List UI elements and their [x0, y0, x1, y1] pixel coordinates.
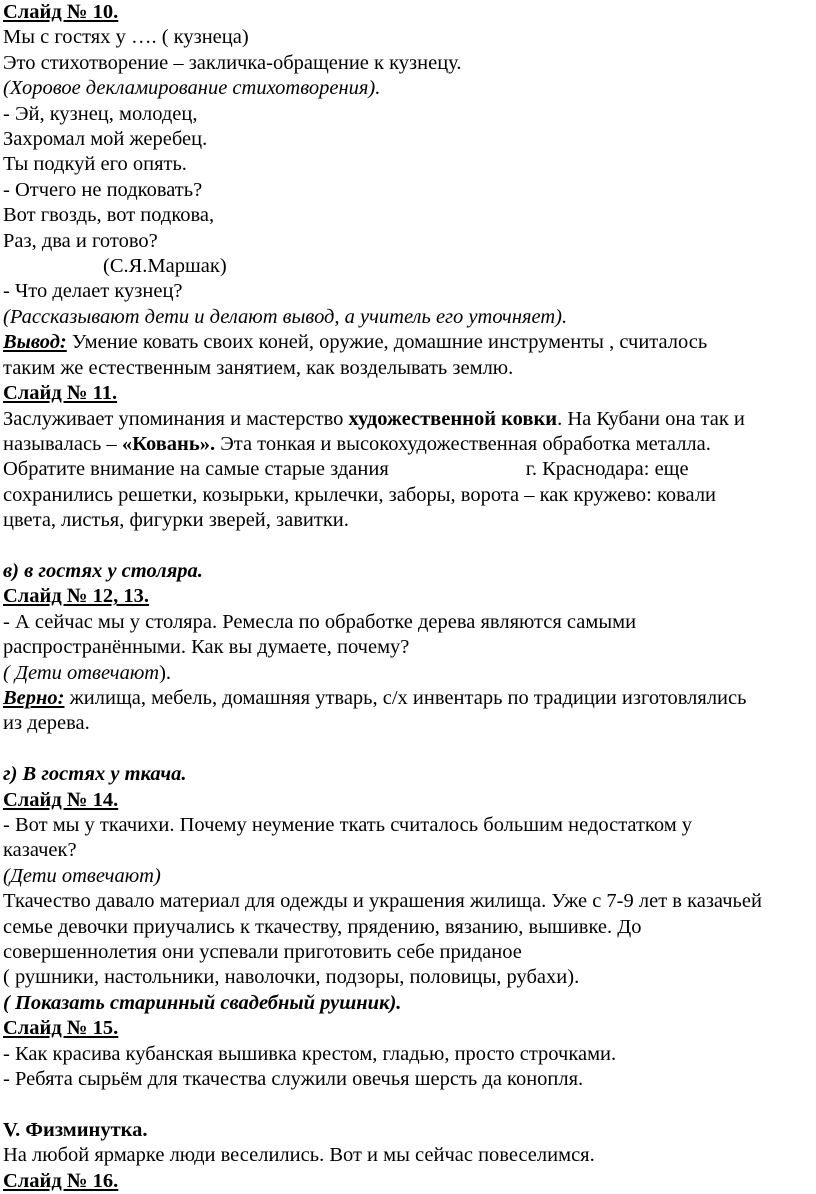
- s11-line-1-a: Заслуживает упоминания и мастерство: [3, 407, 349, 430]
- carpenter-line-3: [3, 661, 812, 686]
- poem-line-2: Захромал мой жеребец.: [3, 128, 208, 151]
- slide-10-heading: Слайд № 10.: [3, 1, 119, 23]
- right-label: Верно:: [3, 686, 65, 709]
- poem-line-1: - Эй, кузнец, молодец,: [3, 102, 198, 125]
- carpenter-answer-line-1: [3, 686, 812, 711]
- s10-conclusion-line-2: таким же естественным занятием, как возделывать землю.: [3, 356, 514, 379]
- carpenter-section-title: в) в гостях у столяра.: [3, 559, 203, 582]
- slide-14-heading: Слайд № 14.: [3, 788, 119, 811]
- s15-line-2: - Ребята сырьём для ткачества служили овечья шерсть да конопля.: [3, 1068, 584, 1091]
- weaver-line-4: Ткачество давало материал для одежды и украшения жилища. Уже с 7-9 лет в казачьей: [3, 890, 762, 913]
- s11-line-1-c: . На Кубани она так и: [557, 407, 745, 430]
- right-text-a: жилища, мебель, домашняя утварь, с/х инвентарь по традиции изготовлялись: [64, 686, 747, 709]
- carpenter-line-2: распространёнными. Как вы думаете, почему?: [3, 636, 410, 659]
- slide-12-13-heading: Слайд № 12, 13.: [3, 585, 149, 608]
- carpenter-line-3-a: ( Дети отвечают: [3, 661, 160, 684]
- blank-line: [3, 534, 812, 559]
- s11-line-4: сохранились решетки, козырьки, крылечки, заборы, ворота – как кружево: ковали: [3, 483, 717, 506]
- conclusion-text-a: Умение ковать своих коней, оружие, домашние инструменты , считалось: [66, 331, 708, 354]
- s10-note: (Рассказывают дети и делают вывод, а учитель его уточняет).: [3, 305, 568, 328]
- s11-line-2-a: называлась –: [3, 432, 122, 455]
- s11-line-2-c: Эта тонкая и высокохудожественная обработка металла.: [215, 432, 711, 455]
- weaver-line-7: ( рушники, настольники, наволочки, подзоры, половицы, рубахи).: [3, 966, 580, 989]
- s11-line-2: [3, 432, 812, 457]
- slide-11-heading: Слайд № 11.: [3, 382, 118, 405]
- s10-question: - Что делает кузнец?: [3, 280, 183, 303]
- s15-line-1: - Как красива кубанская вышивка крестом, гладью, просто строчками.: [3, 1042, 617, 1065]
- weaver-section-title: г) В гостях у ткача.: [3, 763, 187, 786]
- s10-line-1: Мы с гостях у …. ( кузнеца): [3, 26, 249, 49]
- s10-conclusion-line-1: [3, 330, 812, 355]
- carpenter-answer-line-2: из дерева.: [3, 712, 90, 735]
- carpenter-line-3-b: ).: [159, 661, 172, 684]
- s10-line-3: (Хоровое декламирование стихотворения).: [3, 77, 381, 100]
- weaver-line-3: (Дети отвечают): [3, 864, 161, 887]
- poem-line-3: Ты подкуй его опять.: [3, 153, 187, 176]
- conclusion-label: Вывод:: [3, 331, 67, 354]
- s10-line-2: Это стихотворение – закличка-обращение к кузнецу.: [3, 51, 462, 74]
- poem-author: (С.Я.Маршак): [103, 255, 227, 278]
- s11-line-1: [3, 407, 812, 432]
- poem-line-4: - Отчего не подковать?: [3, 178, 203, 201]
- s11-line-5: цвета, листья, фигурки зверей, завитки.: [3, 509, 349, 532]
- weaver-line-8: ( Показать старинный свадебный рушник).: [3, 991, 402, 1014]
- slide-15-heading: Слайд № 15.: [3, 1017, 119, 1040]
- blank-line: [3, 737, 812, 762]
- weaver-line-6: совершеннолетия они успевали приготовить себе приданое: [3, 941, 522, 963]
- physminute-line-1: На любой ярмарке люди веселились. Вот и мы сейчас повеселимся.: [3, 1144, 595, 1167]
- poem-line-6: Раз, два и готово?: [3, 229, 158, 252]
- s11-line-3-b: г. Краснодара: еще: [525, 458, 689, 481]
- carpenter-line-1: - А сейчас мы у столяра. Ремесла по обработке дерева являются самыми: [3, 610, 637, 633]
- weaver-line-5: семье девочки приучались к ткачеству, прядению, вязанию, вышивке. До: [3, 915, 642, 938]
- slide-16-heading: Слайд № 16.: [3, 1169, 119, 1192]
- blank-line: [3, 1092, 812, 1117]
- poem-line-5: Вот гвоздь, вот подкова,: [3, 204, 215, 227]
- weaver-line-2: казачек?: [3, 839, 77, 862]
- physminute-heading: V. Физминутка.: [3, 1118, 148, 1141]
- s11-line-2-bold: «Ковань».: [121, 432, 216, 455]
- s11-line-1-bold: художественной ковки: [348, 407, 558, 430]
- weaver-line-1: - Вот мы у ткачихи. Почему неумение ткать считалось большим недостатком у: [3, 813, 693, 836]
- s11-line-3-a: Обратите внимание на самые старые здания: [3, 458, 389, 481]
- s11-line-3: [3, 457, 812, 482]
